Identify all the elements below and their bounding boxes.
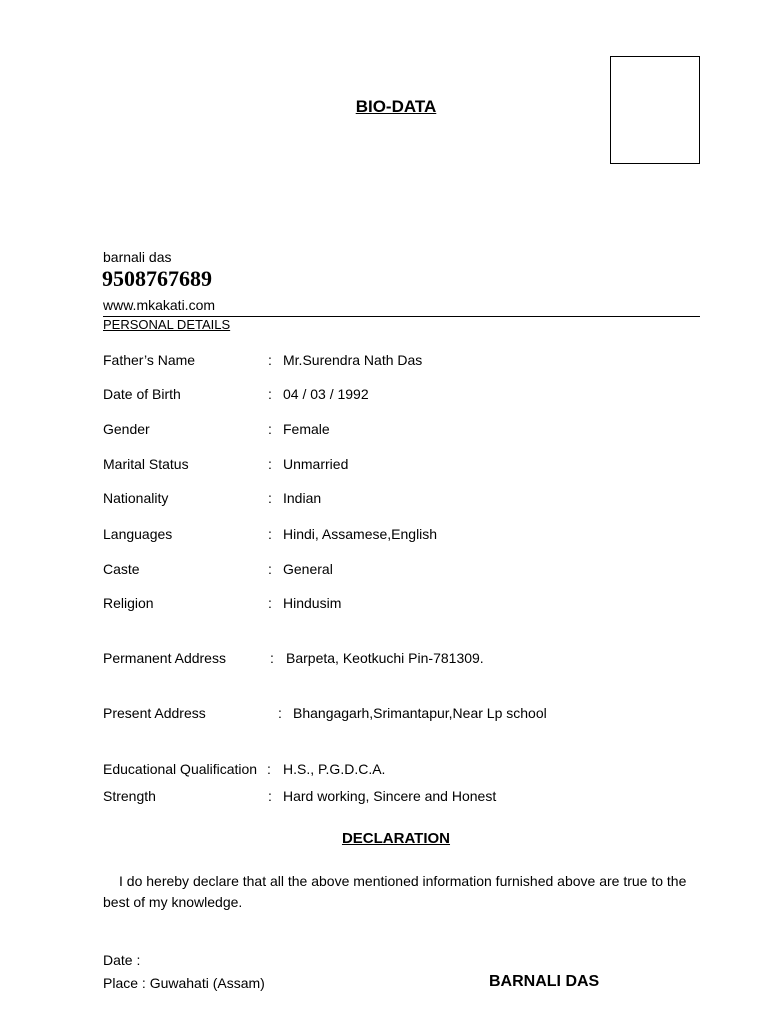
field-colon: : bbox=[268, 352, 272, 368]
field-label-educational-qualification: Educational Qualification bbox=[103, 761, 258, 777]
phone-number: 9508767689 bbox=[102, 266, 212, 291]
field-value-caste: General bbox=[283, 561, 333, 577]
field-colon: : bbox=[268, 526, 272, 542]
section-personal-details: PERSONAL DETAILS bbox=[103, 317, 231, 332]
website-link[interactable]: www.mkakati.com bbox=[103, 297, 216, 313]
field-value-religion: Hindusim bbox=[283, 595, 342, 611]
field-colon: : bbox=[267, 761, 271, 777]
declaration-title: DECLARATION bbox=[341, 830, 451, 847]
field-label-gender: Gender bbox=[103, 421, 150, 437]
field-value-fathers-name: Mr.Surendra Nath Das bbox=[283, 352, 423, 368]
field-label-religion: Religion bbox=[103, 595, 154, 611]
field-colon: : bbox=[268, 561, 272, 577]
field-value-date-of-birth: 04 / 03 / 1992 bbox=[283, 386, 369, 402]
field-label-caste: Caste bbox=[103, 561, 140, 577]
field-value-nationality: Indian bbox=[283, 490, 322, 506]
field-label-present-address: Present Address bbox=[103, 705, 206, 721]
field-label-date-of-birth: Date of Birth bbox=[103, 386, 181, 402]
field-colon: : bbox=[268, 386, 272, 402]
declaration-text: I do hereby declare that all the above mentioned information furnished above are true to the best of my knowledge. bbox=[103, 873, 687, 910]
field-value-strength: Hard working, Sincere and Honest bbox=[283, 788, 497, 804]
document-title: BIO-DATA bbox=[355, 97, 437, 116]
field-colon: : bbox=[268, 421, 272, 437]
field-colon: : bbox=[268, 595, 272, 611]
field-colon: : bbox=[270, 650, 274, 666]
field-label-fathers-name: Father’s Name bbox=[103, 352, 196, 368]
field-label-strength: Strength bbox=[103, 788, 156, 804]
field-colon: : bbox=[268, 456, 272, 472]
field-label-languages: Languages bbox=[103, 526, 173, 542]
field-colon: : bbox=[268, 490, 272, 506]
applicant-name: barnali das bbox=[103, 249, 172, 265]
field-value-educational-qualification: H.S., P.G.D.C.A. bbox=[283, 761, 386, 777]
field-value-present-address: Bhangagarh,Srimantapur,Near Lp school bbox=[293, 705, 547, 721]
field-colon: : bbox=[268, 788, 272, 804]
field-value-gender: Female bbox=[283, 421, 330, 437]
field-colon: : bbox=[278, 705, 282, 721]
place-text: Place : Guwahati (Assam) bbox=[103, 975, 265, 991]
field-label-marital-status: Marital Status bbox=[103, 456, 189, 472]
field-value-languages: Hindi, Assamese,English bbox=[283, 526, 438, 542]
signature-name: BARNALI DAS bbox=[489, 973, 600, 990]
field-label-permanent-address: Permanent Address bbox=[103, 650, 226, 666]
field-value-permanent-address: Barpeta, Keotkuchi Pin-781309. bbox=[286, 650, 484, 666]
field-value-marital-status: Unmarried bbox=[283, 456, 349, 472]
field-label-nationality: Nationality bbox=[103, 490, 169, 506]
date-label: Date : bbox=[103, 952, 141, 968]
